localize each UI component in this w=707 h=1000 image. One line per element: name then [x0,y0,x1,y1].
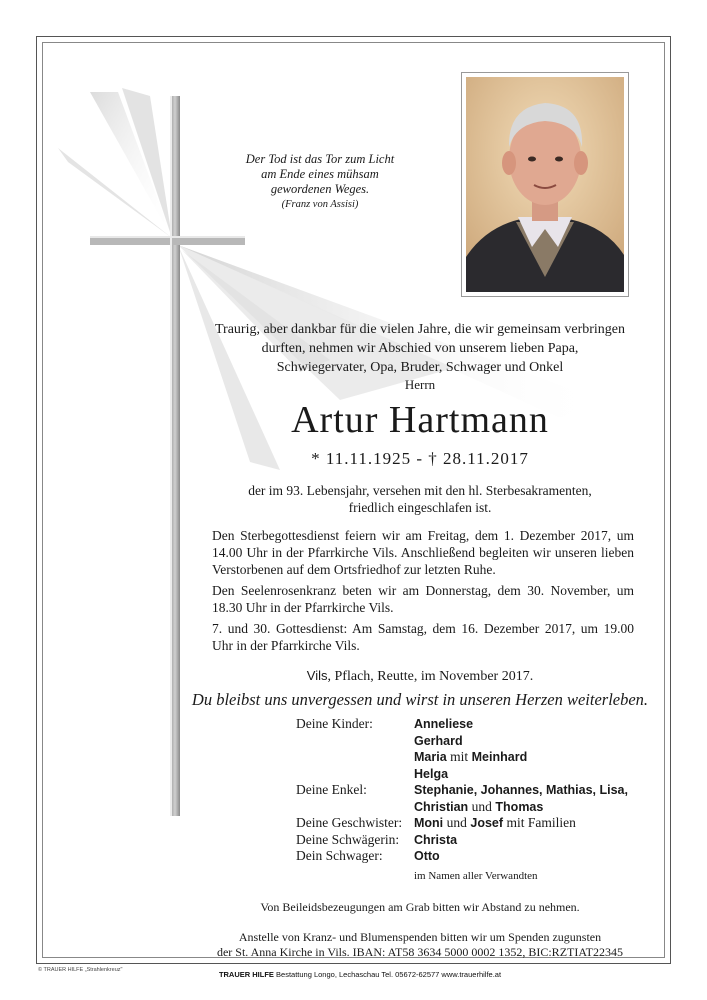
quote-author: (Franz von Assisi) [281,199,359,210]
remembrance-line: Du bleibst uns unvergessen und wirst in unseren Herzen weiterleben. [191,690,649,709]
footer-text: Bestattung Longo, Lechaschau Tel. 05672-62577 www.trauerhilfe.at [273,970,502,979]
funeral-paragraph: Den Sterbegottesdienst feiern wir am Freitag, dem 1. Dezember 2017, um 14.00 Uhr in der Pfarrkirche Vils. Anschließend begleiten wir unseren lieben Verstorbenen auf dem Ortsfriedhof zur letzten Ruhe. [212,528,634,577]
age-text [200,482,640,516]
donation-line: der St. Anna Kirche in Vils. IBAN: AT58 3634 5000 0002 1352, BIC:RZTIAT22345 [216,945,624,959]
family-list [296,716,636,884]
condolence-note: Von Beileidsbezeugungen am Grab bitten wir Abstand zu nehmen. [260,900,580,914]
ray [122,88,172,238]
family-label: Deine Geschwister: [296,815,403,830]
family-connector: mit [450,749,469,764]
family-label: Deine Schwägerin: [296,831,400,847]
family-row [296,848,636,865]
intro-text [200,320,640,377]
rosary-paragraph: Den Seelenrosenkranz beten wir am Donnerstag, dem 30. November, um 18.30 Uhr in der Pfarrkirche Vils. [212,583,634,615]
family-row [296,865,636,885]
place-first: Vils [306,668,328,683]
donation-note [180,930,660,960]
family-name: Christa [414,832,458,847]
family-label: Deine Kinder: [296,716,373,731]
place-and-date [200,668,640,685]
family-name: Josef [470,816,504,830]
family-row [296,799,636,816]
donation-line: Anstelle von Kranz- und Blumenspenden bitten wir um Spenden zugunsten [238,930,602,944]
family-row [296,733,636,750]
intro-line: durften, nehmen wir Abschied von unserem lieben Papa, [261,341,579,356]
intro-line: Traurig, aber dankbar für die vielen Jahre, die wir gemeinsam verbringen [214,322,625,337]
family-name: Otto [414,849,440,863]
footer-brand: TRAUER HILFE [218,970,274,979]
quote-line: am Ende eines mühsam [261,167,379,181]
portrait-photo-icon [466,77,624,292]
family-name: Anneliese [414,717,474,731]
family-name: Maria [414,750,447,764]
family-name: Gerhard [414,733,463,748]
family-row [296,716,636,733]
quote-line: gewordenen Weges. [270,182,370,196]
family-name: Moni [414,816,444,830]
age-line: der im 93. Lebensjahr, versehen mit den hl. Sterbesakramenten, [248,483,592,498]
family-label: Deine Enkel: [296,782,367,797]
life-dates: * 11.11.1925 - † 28.11.2017 [311,449,529,468]
family-name: Thomas [495,799,544,814]
masses-paragraph: 7. und 30. Gottesdienst: Am Samstag, dem 16. Dezember 2017, um 19.00 Uhr in der Pfarrkirche Vils. [212,621,634,653]
family-connector: und [471,798,492,814]
place-rest: , Pflach, Reutte, im November 2017. [327,669,534,684]
family-row [296,832,636,849]
salutation: Herrn [404,377,436,392]
footer-imprint [140,970,580,979]
family-connector: mit Familien [506,815,576,830]
family-row [296,782,636,799]
copyright-note: © TRAUER HILFE „Strahlenkreuz" [38,967,123,973]
relatives-note: im Namen aller Verwandten [414,869,538,882]
family-label: Dein Schwager: [296,848,383,863]
family-name: Meinhard [471,750,528,764]
bible-quote [240,152,400,212]
family-name: Christian [414,799,469,814]
family-connector: und [446,815,467,830]
family-name: Helga [414,766,449,781]
family-name: Stephanie, Johannes, Mathias, Lisa, [414,783,628,797]
family-row [296,749,636,766]
family-row [296,815,636,832]
deceased-name: Artur Hartmann [291,399,549,441]
quote-line: Der Tod ist das Tor zum Licht [245,152,395,166]
portrait-photo [461,72,629,297]
age-line: friedlich eingeschlafen ist. [348,500,492,515]
intro-line: Schwiegervater, Opa, Bruder, Schwager und Onkel [276,360,564,375]
family-row [296,766,636,783]
